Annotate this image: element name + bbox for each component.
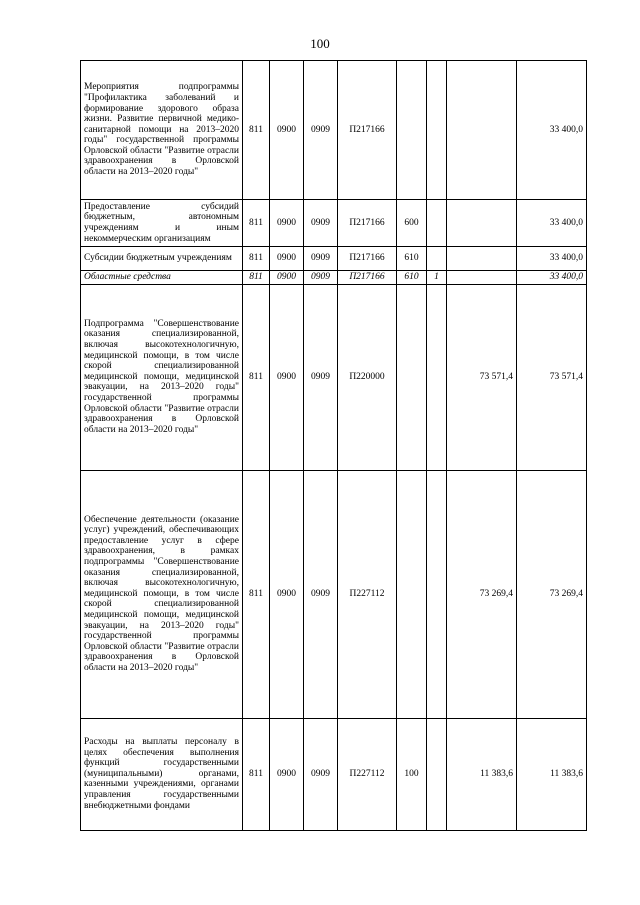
- table-row: [81, 247, 587, 271]
- ministry-code: 811: [243, 284, 270, 470]
- expense-type-code: [397, 470, 427, 718]
- funding-code: [427, 470, 447, 718]
- expense-type-code: [397, 284, 427, 470]
- target-code: П227112: [338, 718, 397, 830]
- subsection-code: 0909: [304, 284, 338, 470]
- section-code: 0900: [270, 718, 304, 830]
- subsection-code: 0909: [304, 61, 338, 200]
- funding-code: [427, 718, 447, 830]
- table-row: [81, 200, 587, 247]
- target-code: П227112: [338, 470, 397, 718]
- budget-table: [80, 60, 587, 831]
- expense-type-code: 610: [397, 271, 427, 285]
- target-code: П217166: [338, 247, 397, 271]
- target-code: П217166: [338, 61, 397, 200]
- table-row: [81, 271, 587, 285]
- subsection-code: 0909: [304, 718, 338, 830]
- row-description: Обеспечение деятельности (оказание услуг) учреждений, обеспечивающих предоставление услуг в сфере здравоохранения, в рамках подпрограммы "Совершенствование оказания специализированной, включая высокотехнологичную, медицинской помощи, в том числе скорой специализированной медицинской помощи, медицинской эвакуации, на 2013–2020 годы" государственной программы Орловской области "Развитие отрасли здравоохранения в Орловской области на 2013–2020 годы": [81, 470, 243, 718]
- page-number: 100: [310, 36, 330, 51]
- funding-code: [427, 200, 447, 247]
- section-code: 0900: [270, 61, 304, 200]
- target-code: П217166: [338, 200, 397, 247]
- section-code: 0900: [270, 470, 304, 718]
- section-code: 0900: [270, 200, 304, 247]
- amount-a: 11 383,6: [447, 718, 517, 830]
- section-code: 0900: [270, 271, 304, 285]
- table-row: [81, 718, 587, 830]
- amount-a: 73 571,4: [447, 284, 517, 470]
- ministry-code: 811: [243, 61, 270, 200]
- ministry-code: 811: [243, 200, 270, 247]
- row-description: Подпрограмма "Совершенствование оказания специализированной, включая высокотехнологичную, медицинской помощи, в том числе скорой специализированной медицинской помощи, медицинской эвакуации, на 2013–2020 годы" государственной программы Орловской области "Развитие отрасли здравоохранения в Орловской области на 2013–2020 годы": [81, 284, 243, 470]
- subsection-code: 0909: [304, 247, 338, 271]
- expense-type-code: [397, 61, 427, 200]
- amount-b: 73 571,4: [517, 284, 587, 470]
- row-description: Расходы на выплаты персоналу в целях обеспечения выполнения функций государственными (муниципальными) органами, казенными учреждениями, органами управления государственными внебюджетными фондами: [81, 718, 243, 830]
- funding-code: 1: [427, 271, 447, 285]
- ministry-code: 811: [243, 247, 270, 271]
- ministry-code: 811: [243, 470, 270, 718]
- ministry-code: 811: [243, 718, 270, 830]
- amount-a: [447, 271, 517, 285]
- amount-b: 33 400,0: [517, 61, 587, 200]
- section-code: 0900: [270, 284, 304, 470]
- subsection-code: 0909: [304, 200, 338, 247]
- amount-b: 11 383,6: [517, 718, 587, 830]
- funding-code: [427, 61, 447, 200]
- target-code: П220000: [338, 284, 397, 470]
- expense-type-code: 100: [397, 718, 427, 830]
- table-row: [81, 61, 587, 200]
- subsection-code: 0909: [304, 470, 338, 718]
- table-row: [81, 470, 587, 718]
- expense-type-code: 600: [397, 200, 427, 247]
- expense-type-code: 610: [397, 247, 427, 271]
- amount-a: [447, 247, 517, 271]
- funding-code: [427, 284, 447, 470]
- amount-a: [447, 61, 517, 200]
- row-description: Предоставление субсидий бюджетным, автономным учреждениям и иным некоммерческим организациям: [81, 200, 243, 247]
- section-code: 0900: [270, 247, 304, 271]
- subsection-code: 0909: [304, 271, 338, 285]
- funding-code: [427, 247, 447, 271]
- target-code: П217166: [338, 271, 397, 285]
- amount-b: 33 400,0: [517, 271, 587, 285]
- table-row: [81, 284, 587, 470]
- row-description: Мероприятия подпрограммы "Профилактика заболеваний и формирование здорового образа жизни. Развитие первичной медико-санитарной помощи на 2013–2020 годы" государственной программы Орловской области "Развитие отрасли здравоохранения в Орловской области на 2013–2020 годы": [81, 61, 243, 200]
- row-description: Субсидии бюджетным учреждениям: [81, 247, 243, 271]
- amount-b: 73 269,4: [517, 470, 587, 718]
- ministry-code: 811: [243, 271, 270, 285]
- amount-b: 33 400,0: [517, 247, 587, 271]
- amount-a: 73 269,4: [447, 470, 517, 718]
- amount-a: [447, 200, 517, 247]
- amount-b: 33 400,0: [517, 200, 587, 247]
- row-description: Областные средства: [81, 271, 243, 285]
